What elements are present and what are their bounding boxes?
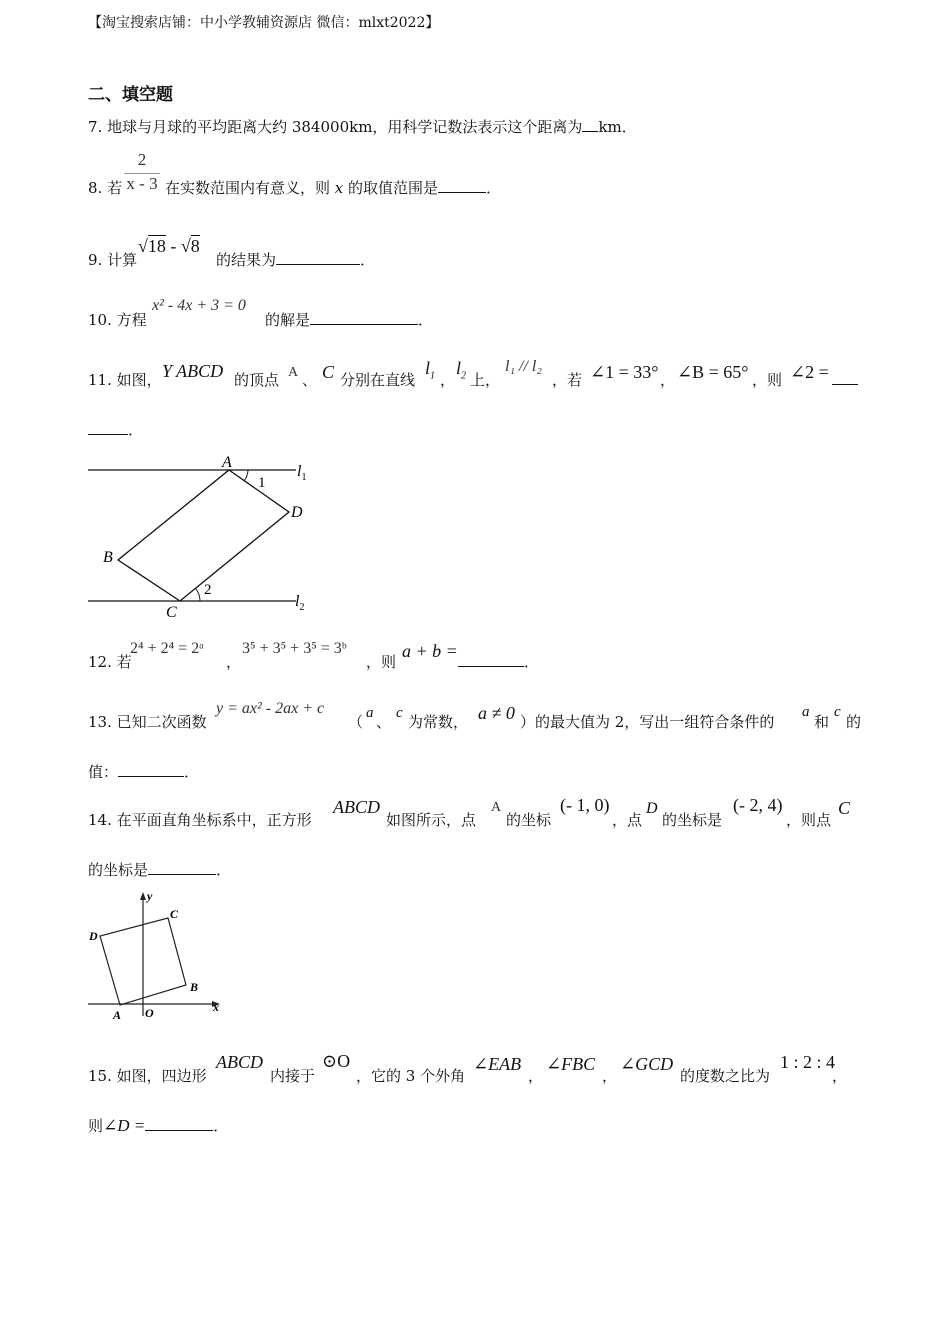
q9-suffix: 的结果为 xyxy=(216,251,277,269)
q8-suffix: 的取值范围是 xyxy=(348,179,439,197)
q11-comma: ， xyxy=(440,371,456,389)
sqrt-icon: √ xyxy=(180,236,191,256)
q9-prefix: 9. 计算 xyxy=(88,251,138,269)
angle-2-arc xyxy=(196,589,200,601)
q9-answer-blank[interactable] xyxy=(276,250,360,265)
fig-label-c: C xyxy=(166,604,177,621)
q10-rest xyxy=(265,310,433,330)
sqrt-icon: √ xyxy=(138,236,148,256)
q11-parallel: l₁ // l₂ xyxy=(505,358,542,375)
q11-angle1: ∠1 = 33° xyxy=(590,362,659,382)
fig-label-l2: $l_2$ xyxy=(295,593,305,613)
q8-denominator: x - 3 xyxy=(126,174,158,193)
q11-t2: 分别在直线 xyxy=(340,371,416,389)
fig-label-y: y xyxy=(147,889,153,903)
q15-end: ． xyxy=(213,1117,229,1135)
q11-l2-letter: l xyxy=(456,358,462,378)
q13-line2 xyxy=(88,762,199,782)
q14-point-d: D xyxy=(646,800,658,817)
q9-minus: - xyxy=(170,236,177,256)
q9-rest xyxy=(216,250,375,270)
q11-t1: 的顶点 xyxy=(234,371,280,389)
q14-t1: 如图所示，点 xyxy=(386,811,477,829)
q13-cond-text: a ≠ 0 xyxy=(478,703,515,723)
q11-line-l1 xyxy=(425,358,435,382)
q7-answer-blank[interactable] xyxy=(582,117,598,132)
q13-end: ． xyxy=(184,763,200,781)
question-11 xyxy=(88,370,162,390)
q14-t3: ，点 xyxy=(612,811,643,829)
question-14 xyxy=(88,810,312,830)
q15-c2: ， xyxy=(602,1067,618,1085)
q15-t4: ， xyxy=(832,1067,848,1085)
q8-numerator: 2 xyxy=(137,150,147,169)
q15-circle: ⊙O xyxy=(322,1051,351,1071)
q13-t1: （ xyxy=(348,713,364,731)
fig-label-b: B xyxy=(103,549,113,566)
q8-answer-blank[interactable] xyxy=(438,178,486,193)
q15-c1: ， xyxy=(528,1067,544,1085)
coordinate-square-figure xyxy=(86,884,228,1026)
question-8 xyxy=(88,178,122,198)
q12-expr: a + b = xyxy=(402,641,458,661)
q8-fraction xyxy=(124,150,160,194)
q9-end: ． xyxy=(360,251,376,269)
q8-var: x xyxy=(334,179,344,197)
q11-shape: Y ABCD xyxy=(162,361,224,381)
fig-label-d: D xyxy=(89,929,98,943)
question-9 xyxy=(88,250,137,270)
q10-suffix: 的解是 xyxy=(265,311,311,329)
q8-rest xyxy=(165,178,501,198)
question-12 xyxy=(88,652,132,672)
q10-prefix: 10. 方程 xyxy=(88,311,147,329)
fig-label-l1: $l_1$ xyxy=(297,463,307,483)
q13-c: c xyxy=(396,705,403,721)
fig-label-x: x xyxy=(213,1000,219,1014)
q13-line2-text: 值： xyxy=(88,763,119,781)
q15-angle-d: ∠D = xyxy=(103,1116,146,1135)
q15-t3: 的度数之比为 xyxy=(680,1067,771,1085)
q12-rest xyxy=(458,652,539,672)
q8-prefix: 8. 若 xyxy=(88,179,123,197)
q7-text: 7. 地球与月球的平均距离大约 384000km，用科学记数法表示这个距离为 xyxy=(88,118,583,136)
q14-shape: ABCD xyxy=(333,797,380,817)
q13-a: a xyxy=(366,705,374,721)
q14-line2-text: 的坐标是 xyxy=(88,861,149,879)
q8-end: ． xyxy=(486,179,502,197)
q15-t1: 内接于 xyxy=(270,1067,316,1085)
q15-t2: ，它的 3 个外角 xyxy=(356,1067,466,1085)
q7-unit: km． xyxy=(598,118,637,136)
q11-line-l2 xyxy=(456,358,466,382)
q14-answer-blank[interactable] xyxy=(148,860,216,875)
q11-prefix: 11. 如图， xyxy=(88,371,162,389)
q13-answer-blank[interactable] xyxy=(118,762,184,777)
q13-t2: 为常数， xyxy=(408,713,469,731)
q15-angle-gcd: ∠GCD xyxy=(620,1054,674,1074)
q11-t4: ，若 xyxy=(552,371,583,389)
q14-coord-d: (- 2, 4) xyxy=(733,795,783,815)
q13-t4: 的 xyxy=(846,713,862,731)
fig-label-b: B xyxy=(190,980,199,994)
q8-middle: 在实数范围内有意义，则 xyxy=(165,179,331,197)
angle-1-arc xyxy=(244,470,248,481)
q12-sep: ， xyxy=(226,653,242,671)
q12-equation1: 2⁴ + 2⁴ = 2ᵃ xyxy=(130,640,204,657)
q13-c2: c xyxy=(834,704,841,720)
fig-label-angle2: 2 xyxy=(204,582,212,598)
q14-t5: ，则点 xyxy=(786,811,832,829)
q14-t2: 的坐标 xyxy=(506,811,552,829)
q15-line2-text: 则 xyxy=(88,1117,104,1135)
q11-line2 xyxy=(88,420,143,440)
y-axis-arrow-icon xyxy=(140,892,146,900)
fig-label-d: D xyxy=(291,504,303,521)
q14-point-c: C xyxy=(838,798,851,818)
q11-t6: ，则 xyxy=(752,371,783,389)
fig-label-c: C xyxy=(170,907,179,921)
question-10 xyxy=(88,310,147,330)
q11-l1-letter: l xyxy=(425,358,431,378)
q14-line2 xyxy=(88,860,231,880)
q9-expression xyxy=(138,236,200,257)
fig-label-a: A xyxy=(113,1008,122,1022)
q13-t3: ）的最大值为 2，写出一组符合条件的 xyxy=(520,713,775,731)
q13-prefix: 13. 已知二次函数 xyxy=(88,713,207,731)
q11-answer-blank-a[interactable] xyxy=(832,370,858,390)
q12-prefix: 12. 若 xyxy=(88,653,132,671)
q11-point-c: C xyxy=(322,362,335,382)
q13-and: 和 xyxy=(814,713,830,731)
section-title: 二、填空题 xyxy=(88,85,173,105)
q13-cond xyxy=(478,703,515,724)
q15-angle-fbc: ∠FBC xyxy=(546,1054,596,1074)
question-15 xyxy=(88,1066,207,1086)
q14-end: ． xyxy=(216,861,232,879)
q11-sep1: 、 xyxy=(302,371,318,389)
q12-end: ． xyxy=(524,653,540,671)
parallelogram-figure xyxy=(86,450,326,622)
q14-point-a: A xyxy=(491,800,502,815)
page-header: 【淘宝搜索店铺：中小学教辅资源店 微信：mlxt2022】 xyxy=(88,15,440,31)
q14-t4: 的坐标是 xyxy=(662,811,723,829)
q12-equation2: 3⁵ + 3⁵ + 3⁵ = 3ᵇ xyxy=(242,640,347,657)
q9-radicand-b: 8 xyxy=(190,236,200,256)
q15-answer-blank[interactable] xyxy=(145,1116,213,1131)
q11-end: ． xyxy=(128,421,144,439)
q11-angle-b: ∠B = 65° xyxy=(677,362,749,382)
q10-end: ． xyxy=(418,311,434,329)
q9-radicand-a: 18 xyxy=(147,236,166,256)
q15-angle-eab: ∠EAB xyxy=(473,1054,522,1074)
q14-prefix: 14. 在平面直角坐标系中，正方形 xyxy=(88,811,312,829)
q14-coord-a: (- 1, 0) xyxy=(560,795,610,815)
q11-l2-sub: 2 xyxy=(461,370,467,382)
q12-t: ，则 xyxy=(366,653,397,671)
q12-answer-blank[interactable] xyxy=(458,652,524,667)
q13-function: y = ax² - 2ax + c xyxy=(216,700,325,717)
q11-point-a: A xyxy=(288,365,299,380)
fig-label-angle1: 1 xyxy=(258,475,266,491)
q15-shape: ABCD xyxy=(216,1052,263,1072)
q11-t5: ， xyxy=(660,371,676,389)
q15-prefix: 15. 如图，四边形 xyxy=(88,1067,207,1085)
q13-sep: 、 xyxy=(376,713,392,731)
q15-ratio: 1 : 2 : 4 xyxy=(780,1052,836,1072)
q11-answer-blank-b[interactable] xyxy=(88,420,128,435)
q15-line2 xyxy=(88,1116,228,1136)
q11-angle2: ∠2 = xyxy=(790,362,829,382)
q11-l1-sub: 1 xyxy=(430,370,436,382)
q10-answer-blank[interactable] xyxy=(310,310,418,325)
question-13 xyxy=(88,712,207,732)
q13-a2: a xyxy=(802,704,810,720)
question-7 xyxy=(88,117,637,137)
q11-t3: 上， xyxy=(470,371,501,389)
fig-label-a: A xyxy=(222,454,232,471)
fig-label-o: O xyxy=(145,1006,154,1020)
q10-equation: x² - 4x + 3 = 0 xyxy=(152,297,246,314)
